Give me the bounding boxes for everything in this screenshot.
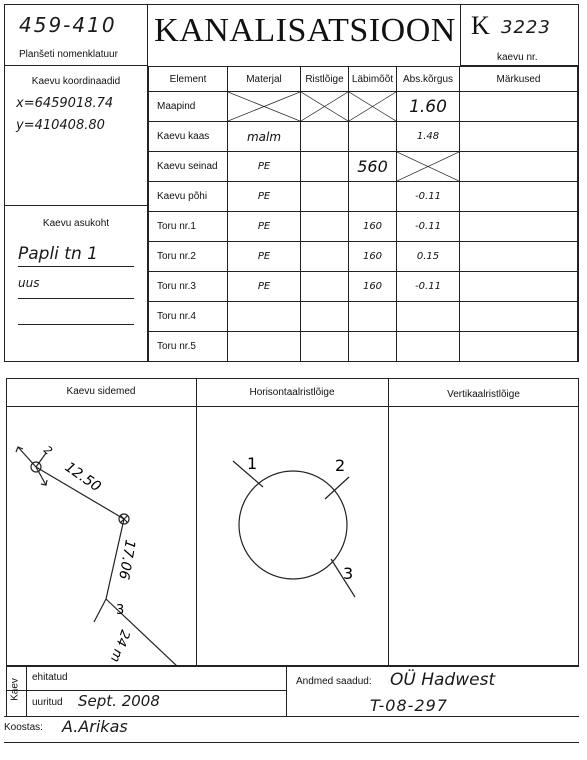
- row-notes: [460, 152, 578, 182]
- row-material: PE: [228, 242, 301, 272]
- form-title: KANALISATSIOON: [154, 12, 456, 49]
- row-cross-section: [301, 272, 349, 302]
- table-row: [149, 302, 578, 332]
- table-header-row: [149, 67, 578, 92]
- row-element: Toru nr.5: [149, 332, 228, 362]
- table-row: [149, 242, 578, 272]
- col-notes: Märkused: [460, 67, 578, 92]
- row-material: [228, 332, 301, 362]
- row-notes: [460, 272, 578, 302]
- row-cross-section: [301, 182, 349, 212]
- col-diameter: Läbimõõt: [349, 67, 397, 92]
- surveyed-value: Sept. 2008: [78, 692, 160, 710]
- row-material: PE: [228, 272, 301, 302]
- row-elevation: -0.11: [397, 182, 460, 212]
- row-diameter: 160: [349, 242, 397, 272]
- sketch-distance-2: 17.06: [115, 538, 138, 581]
- row-elevation: 1.48: [397, 122, 460, 152]
- col-cross-section: Ristlõige: [301, 67, 349, 92]
- data-reference: T-08-297: [370, 696, 448, 715]
- footer-left-divider: [26, 666, 27, 716]
- row-notes: [460, 122, 578, 152]
- row-diameter: 160: [349, 212, 397, 242]
- col-elevation: Abs.kõrgus: [397, 67, 460, 92]
- bottom-divider-2: [388, 378, 389, 666]
- row-elevation: 1.60: [397, 92, 460, 122]
- row-cross-section: [301, 212, 349, 242]
- row-cross-section: [301, 152, 349, 182]
- row-cross-section: [301, 122, 349, 152]
- row-diameter: [349, 122, 397, 152]
- row-notes: [460, 332, 578, 362]
- location-label: Kaevu asukoht: [42, 218, 110, 229]
- well-number-cell: [460, 4, 579, 66]
- location-box: [4, 206, 148, 362]
- nomenclature-cell: [4, 4, 148, 66]
- row-element: Kaevu põhi: [149, 182, 228, 212]
- coordinates-box: [4, 66, 148, 206]
- row-cross-section: [301, 302, 349, 332]
- well-number: 3223: [501, 17, 551, 38]
- coordinate-x: x=6459018.74: [16, 96, 114, 111]
- well-number-label: kaevu nr.: [497, 52, 538, 63]
- location-underline-1: [18, 266, 134, 267]
- table-row: [149, 332, 578, 362]
- footer-mid-divider: [286, 666, 287, 716]
- footer-top-line: [6, 666, 579, 667]
- row-diameter: 160: [349, 272, 397, 302]
- horizontal-pipe-3: 3: [343, 564, 354, 583]
- row-material: PE: [228, 212, 301, 242]
- horizontal-pipe-2: 2: [335, 456, 346, 475]
- row-diameter-crossed: [349, 92, 397, 122]
- location-underline-2: [18, 298, 134, 299]
- well-elements-table: [148, 66, 578, 362]
- row-diameter: 560: [349, 152, 397, 182]
- row-material: malm: [228, 122, 301, 152]
- row-diameter: [349, 302, 397, 332]
- col-element: Element: [149, 67, 228, 92]
- row-elevation: [397, 332, 460, 362]
- row-material: PE: [228, 152, 301, 182]
- row-notes: [460, 242, 578, 272]
- row-element: Toru nr.1: [149, 212, 228, 242]
- sketch-pipe-num-left: 2: [41, 443, 55, 458]
- footer-author-line: [4, 742, 579, 743]
- row-element: Toru nr.3: [149, 272, 228, 302]
- table-row: [149, 122, 578, 152]
- row-elevation: -0.11: [397, 272, 460, 302]
- row-diameter: [349, 332, 397, 362]
- table-row: [149, 152, 578, 182]
- connections-label: Kaevu sidemed: [66, 386, 136, 397]
- row-material: PE: [228, 182, 301, 212]
- row-element: Kaevu seinad: [149, 152, 228, 182]
- coordinate-y: y=410408.80: [16, 118, 105, 133]
- row-elevation: 0.15: [397, 242, 460, 272]
- row-element: Toru nr.2: [149, 242, 228, 272]
- horizontal-pipe-1: 1: [247, 454, 258, 473]
- row-elevation: -0.11: [397, 212, 460, 242]
- sketch-distance-3: 24 m: [106, 627, 133, 665]
- horizontal-section-drawing: [197, 407, 387, 665]
- footer-row-line: [6, 690, 286, 691]
- row-elevation: [397, 302, 460, 332]
- coordinates-label: Kaevu koordinaadid: [31, 76, 121, 87]
- footer-left-edge: [6, 666, 7, 716]
- location-line1: Papli tn 1: [18, 244, 98, 264]
- row-material-crossed: [228, 92, 301, 122]
- nomenclature-label: Planšeti nomenklatuur: [19, 49, 118, 60]
- sketch-distance-1: 12.50: [61, 459, 104, 496]
- col-material: Materjal: [228, 67, 301, 92]
- row-material: [228, 302, 301, 332]
- row-elevation-crossed: [397, 152, 460, 182]
- row-notes: [460, 302, 578, 332]
- location-underline-3: [18, 324, 134, 325]
- data-from-value: OÜ Hadwest: [390, 670, 496, 690]
- row-cross-section: [301, 242, 349, 272]
- row-notes: [460, 212, 578, 242]
- well-prefix: K: [471, 11, 491, 40]
- table-row: [149, 92, 578, 122]
- row-element: Toru nr.4: [149, 302, 228, 332]
- author-label: Koostas:: [4, 722, 43, 733]
- row-cross-section-crossed: [301, 92, 349, 122]
- location-line2: uus: [18, 276, 40, 290]
- row-element: Maapind: [149, 92, 228, 122]
- row-notes: [460, 182, 578, 212]
- row-cross-section: [301, 332, 349, 362]
- row-diameter: [349, 182, 397, 212]
- row-element: Kaevu kaas: [149, 122, 228, 152]
- table-row: [149, 182, 578, 212]
- horizontal-section-label: Horisontaalristlõige: [249, 387, 335, 398]
- table-row: [149, 272, 578, 302]
- built-label: ehitatud: [32, 672, 68, 683]
- row-notes: [460, 92, 578, 122]
- vertical-section-label: Vertikaalristlõige: [447, 389, 520, 400]
- well-side-label: Kaev: [9, 678, 21, 701]
- connections-sketch: [6, 407, 196, 665]
- sketch-pipe-3: 3: [116, 603, 125, 618]
- author-value: A.Arikas: [62, 717, 128, 736]
- surveyed-label: uuritud: [32, 697, 63, 708]
- data-from-label: Andmed saadud:: [296, 676, 372, 687]
- nomenclature-value: 459-410: [19, 13, 117, 37]
- table-row: [149, 212, 578, 242]
